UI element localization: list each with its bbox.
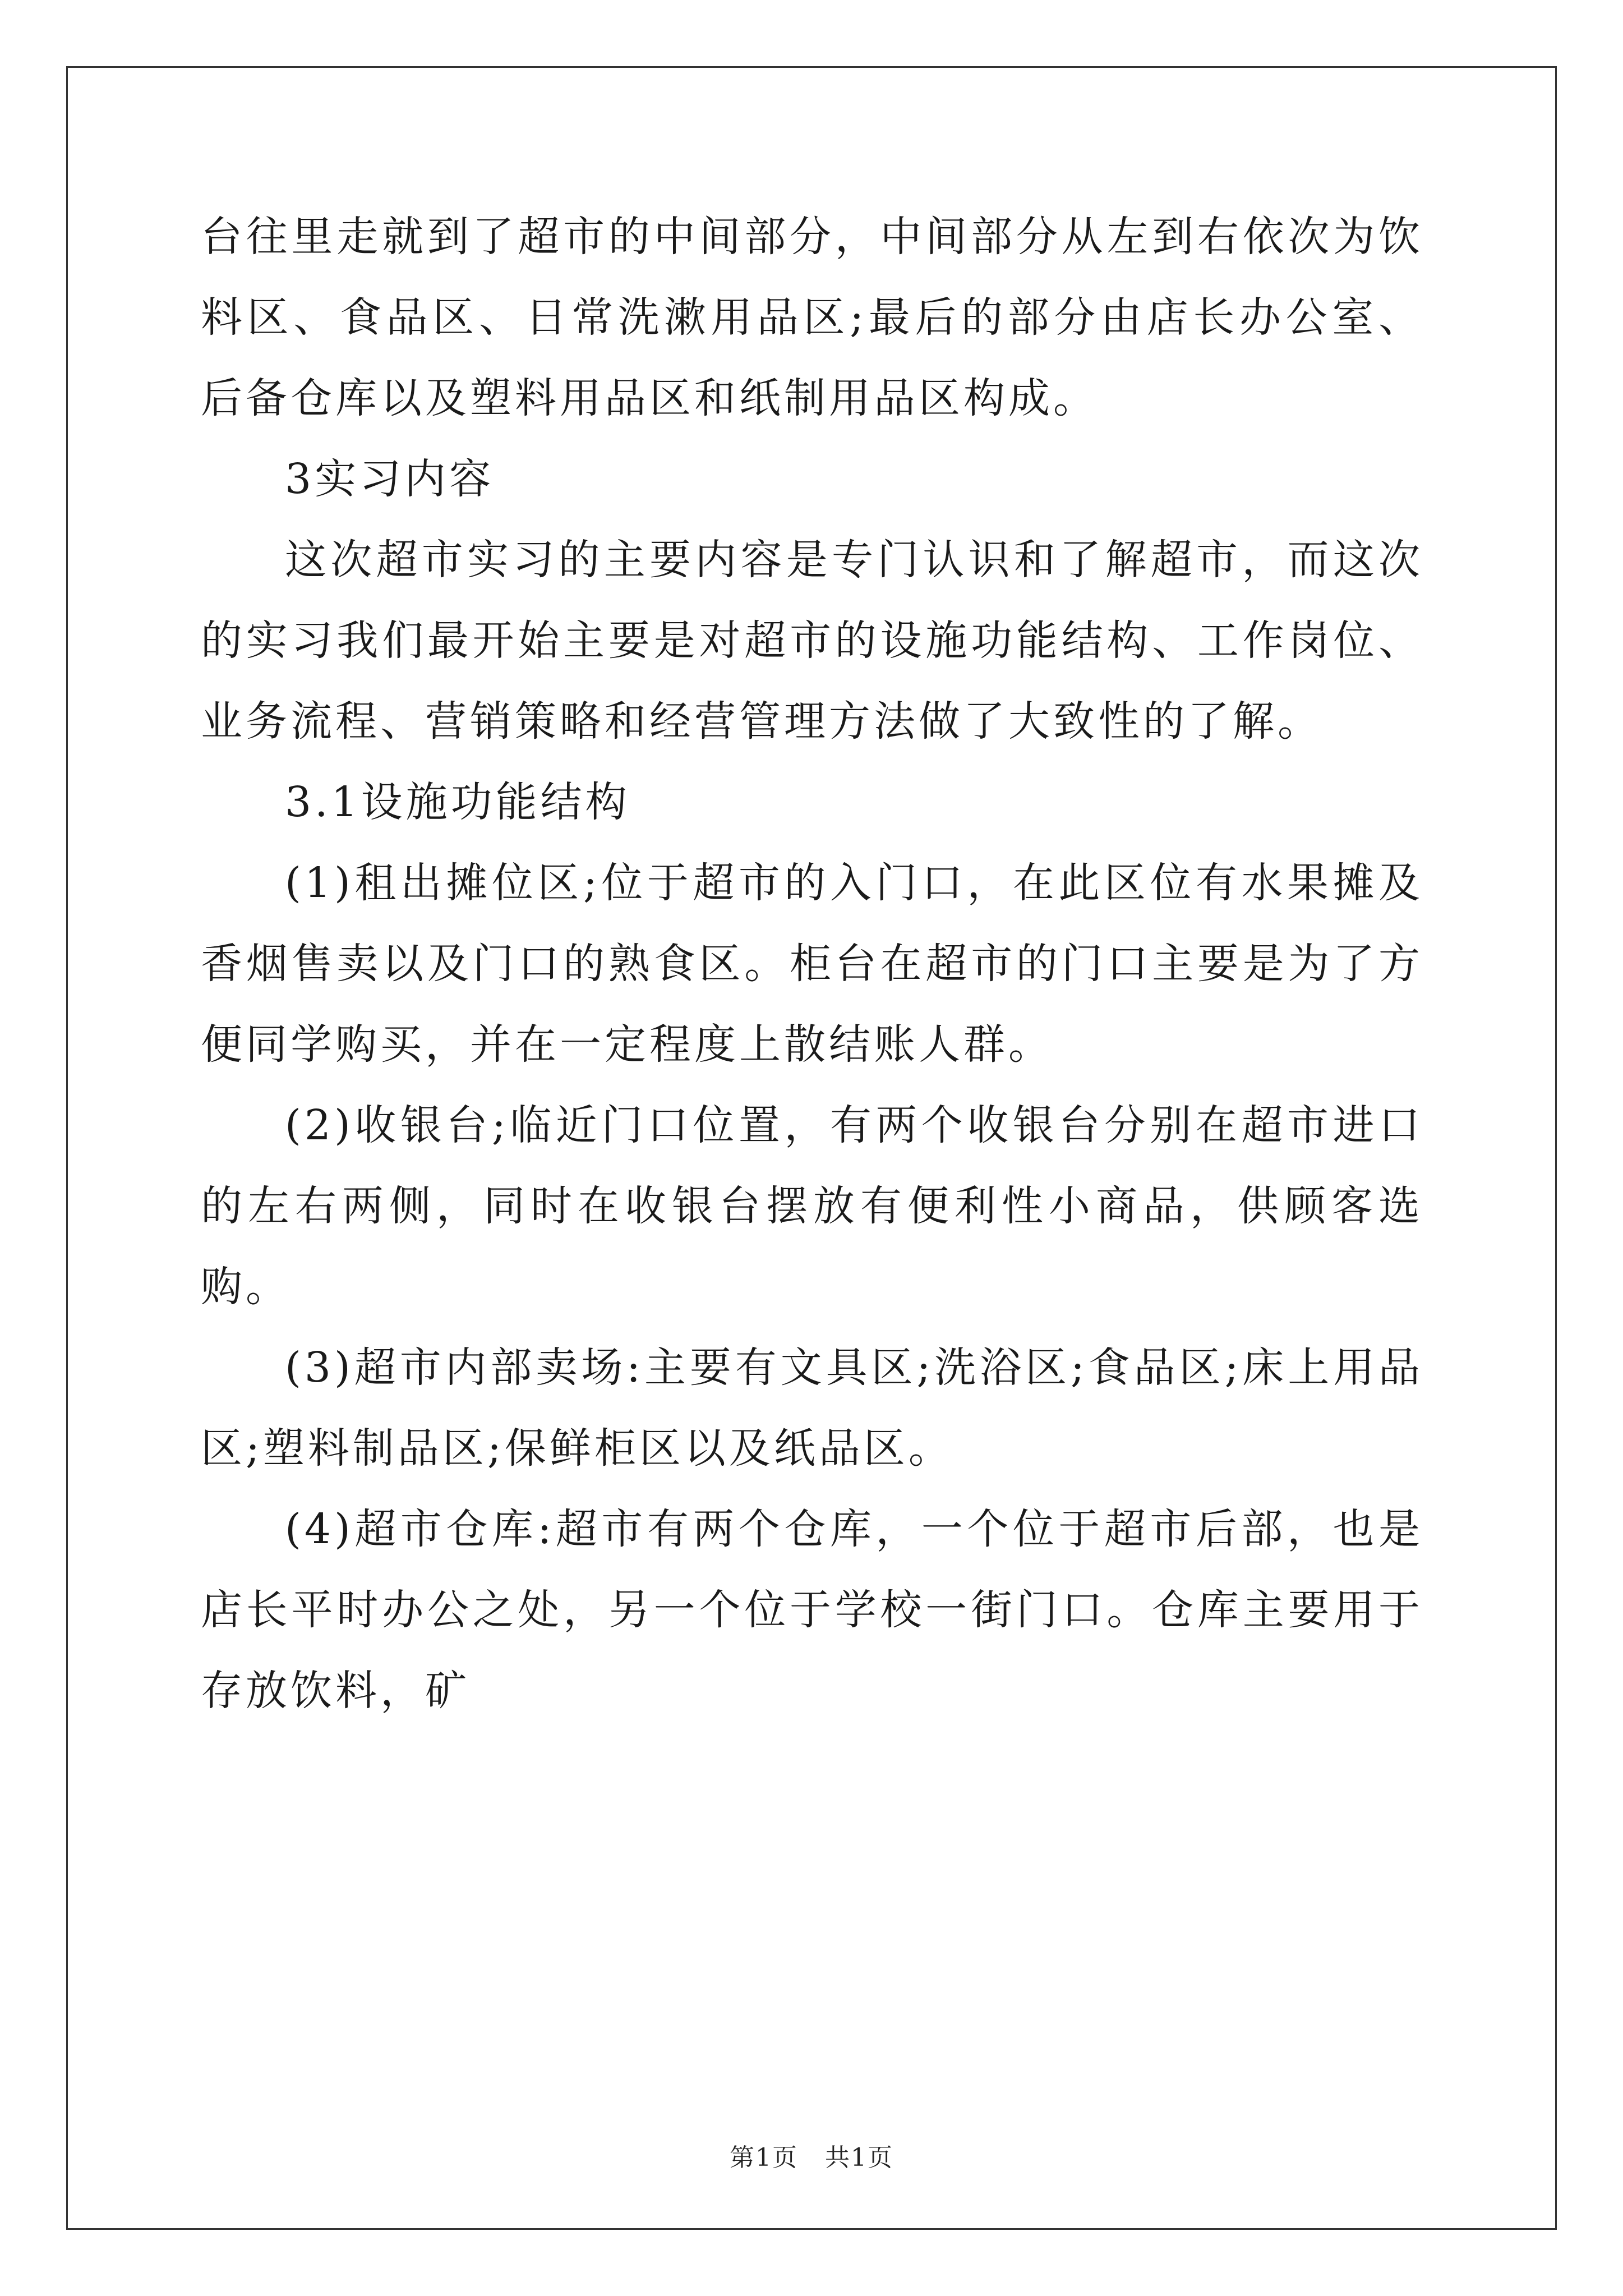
- paragraph-item-2: (2)收银台;临近门口位置，有两个收银台分别在超市进口的左右两侧，同时在收银台摆放有便利性小商品，供顾客选购。: [201, 1101, 1423, 1311]
- page-number: 第1页: [730, 2143, 799, 2172]
- paragraph-item-3: (3)超市内部卖场:主要有文具区;洗浴区;食品区;床上用品区;塑料制品区;保鲜柜区以及纸品区。: [201, 1343, 1423, 1473]
- paragraph-intro: 这次超市实习的主要内容是专门认识和了解超市，而这次的实习我们最开始主要是对超市的设施功能结构、工作岗位、业务流程、营销策略和经营管理方法做了大致性的了解。: [201, 536, 1423, 746]
- paragraph-item-1: (1)租出摊位区;位于超市的入门口，在此区位有水果摊及香烟售卖以及门口的熟食区。柜台在超市的门口主要是为了方便同学购买，并在一定程度上散结账人群。: [201, 859, 1423, 1069]
- page-total: 共1页: [824, 2143, 893, 2172]
- paragraph-continuation: 台往里走就到了超市的中间部分，中间部分从左到右依次为饮料区、食品区、日常洗漱用品区;最后的部分由店长办公室、后备仓库以及塑料用品区和纸制用品区构成。: [201, 213, 1423, 422]
- paragraph-item-4: (4)超市仓库:超市有两个仓库，一个位于超市后部，也是店长平时办公之处，另一个位于学校一街门口。仓库主要用于存放饮料，矿: [201, 1505, 1423, 1715]
- page-footer: [0, 2137, 1623, 2173]
- section-heading-3: 3实习内容: [285, 455, 495, 503]
- section-heading-3-1: 3.1设施功能结构: [285, 778, 630, 826]
- document-body: [201, 196, 1423, 1731]
